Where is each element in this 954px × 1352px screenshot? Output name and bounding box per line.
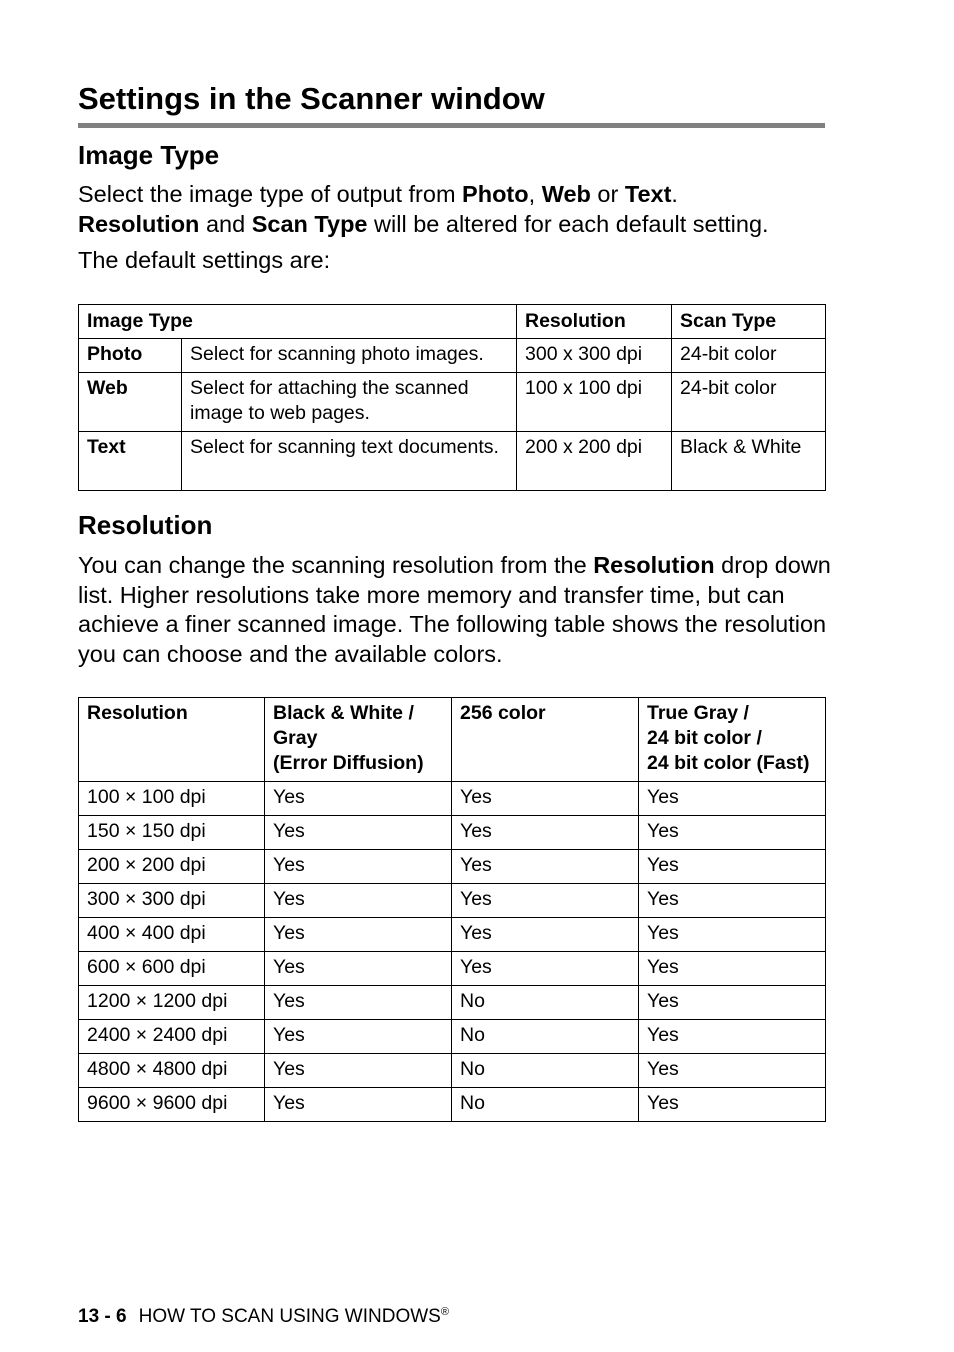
bw-gray-cell: Yes bbox=[265, 850, 452, 884]
true-gray-cell: Yes bbox=[639, 1020, 826, 1054]
table-row bbox=[79, 952, 826, 986]
color-256-cell: No bbox=[452, 1054, 639, 1088]
image-type-intro: Select the image type of output from Photo, Web or Text. Resolution and Scan Type will be altered for each default setting. bbox=[78, 181, 769, 237]
page-number: 13 - 6 bbox=[78, 1306, 127, 1327]
resolution-cell: 400 × 400 dpi bbox=[79, 918, 265, 952]
bw-gray-cell: Yes bbox=[265, 986, 452, 1020]
table-row bbox=[79, 339, 826, 373]
scan-type-cell: 24-bit color bbox=[672, 373, 826, 432]
registered-mark: ® bbox=[440, 1306, 449, 1318]
image-type-table bbox=[78, 304, 826, 491]
table-row bbox=[79, 1088, 826, 1122]
title-divider bbox=[78, 123, 825, 128]
true-gray-cell: Yes bbox=[639, 918, 826, 952]
table-row bbox=[79, 1020, 826, 1054]
true-gray-cell: Yes bbox=[639, 1088, 826, 1122]
table-header-row bbox=[79, 698, 826, 782]
table-row bbox=[79, 816, 826, 850]
page-title: Settings in the Scanner window bbox=[78, 81, 545, 116]
bw-gray-cell: Yes bbox=[265, 782, 452, 816]
color-256-cell: Yes bbox=[452, 782, 639, 816]
resolution-description: You can change the scanning resolution from the Resolution drop down list. Higher resolutions take more memory and transfer time, but can achieve a finer scanned image. The following table shows the resolution you can choose and the available colors. bbox=[78, 552, 831, 667]
true-gray-cell: Yes bbox=[639, 884, 826, 918]
header-resolution: Resolution bbox=[517, 305, 672, 339]
bw-gray-cell: Yes bbox=[265, 952, 452, 986]
color-256-cell: Yes bbox=[452, 918, 639, 952]
header-resolution: Resolution bbox=[79, 698, 265, 782]
table-row bbox=[79, 884, 826, 918]
resolution-cell: 150 × 150 dpi bbox=[79, 816, 265, 850]
resolution-cell: 300 × 300 dpi bbox=[79, 884, 265, 918]
bw-gray-cell: Yes bbox=[265, 1054, 452, 1088]
resolution-cell: 200 x 200 dpi bbox=[517, 432, 672, 491]
true-gray-cell: Yes bbox=[639, 986, 826, 1020]
description-cell: Select for scanning text documents. bbox=[182, 432, 517, 491]
true-gray-cell: Yes bbox=[639, 952, 826, 986]
scan-type-cell: 24-bit color bbox=[672, 339, 826, 373]
image-type-heading: Image Type bbox=[78, 140, 220, 170]
table-row bbox=[79, 782, 826, 816]
color-256-cell: Yes bbox=[452, 884, 639, 918]
default-settings-text: The default settings are: bbox=[78, 247, 331, 273]
resolution-cell: 200 × 200 dpi bbox=[79, 850, 265, 884]
color-256-cell: No bbox=[452, 1020, 639, 1054]
page-footer bbox=[78, 1300, 449, 1329]
description-cell: Select for scanning photo images. bbox=[182, 339, 517, 373]
true-gray-cell: Yes bbox=[639, 816, 826, 850]
color-256-cell: No bbox=[452, 1088, 639, 1122]
bw-gray-cell: Yes bbox=[265, 1088, 452, 1122]
table-row bbox=[79, 986, 826, 1020]
header-scan-type: Scan Type bbox=[672, 305, 826, 339]
color-256-cell: No bbox=[452, 986, 639, 1020]
bw-gray-cell: Yes bbox=[265, 918, 452, 952]
header-bw-gray: Black & White / Gray (Error Diffusion) bbox=[265, 698, 452, 782]
header-image-type: Image Type bbox=[79, 305, 517, 339]
resolution-cell: 9600 × 9600 dpi bbox=[79, 1088, 265, 1122]
bw-gray-cell: Yes bbox=[265, 816, 452, 850]
resolution-cell: 4800 × 4800 dpi bbox=[79, 1054, 265, 1088]
color-256-cell: Yes bbox=[452, 816, 639, 850]
true-gray-cell: Yes bbox=[639, 1054, 826, 1088]
resolution-cell: 300 x 300 dpi bbox=[517, 339, 672, 373]
table-row bbox=[79, 850, 826, 884]
header-true-gray: True Gray / 24 bit color / 24 bit color (Fast) bbox=[639, 698, 826, 782]
resolution-cell: 100 × 100 dpi bbox=[79, 782, 265, 816]
true-gray-cell: Yes bbox=[639, 782, 826, 816]
bw-gray-cell: Yes bbox=[265, 1020, 452, 1054]
scan-type-cell: Black & White bbox=[672, 432, 826, 491]
header-256-color: 256 color bbox=[452, 698, 639, 782]
image-type-cell: Photo bbox=[79, 339, 182, 373]
table-row bbox=[79, 918, 826, 952]
resolution-table bbox=[78, 697, 826, 1122]
table-header-row bbox=[79, 305, 826, 339]
color-256-cell: Yes bbox=[452, 952, 639, 986]
table-row bbox=[79, 1054, 826, 1088]
bw-gray-cell: Yes bbox=[265, 884, 452, 918]
description-cell: Select for attaching the scanned image to web pages. bbox=[182, 373, 517, 432]
table-row bbox=[79, 373, 826, 432]
resolution-cell: 100 x 100 dpi bbox=[517, 373, 672, 432]
footer-chapter-title: HOW TO SCAN USING WINDOWS bbox=[138, 1306, 441, 1327]
table-row bbox=[79, 432, 826, 491]
color-256-cell: Yes bbox=[452, 850, 639, 884]
resolution-cell: 600 × 600 dpi bbox=[79, 952, 265, 986]
resolution-cell: 1200 × 1200 dpi bbox=[79, 986, 265, 1020]
image-type-cell: Web bbox=[79, 373, 182, 432]
resolution-cell: 2400 × 2400 dpi bbox=[79, 1020, 265, 1054]
true-gray-cell: Yes bbox=[639, 850, 826, 884]
resolution-heading: Resolution bbox=[78, 510, 213, 540]
image-type-cell: Text bbox=[79, 432, 182, 491]
